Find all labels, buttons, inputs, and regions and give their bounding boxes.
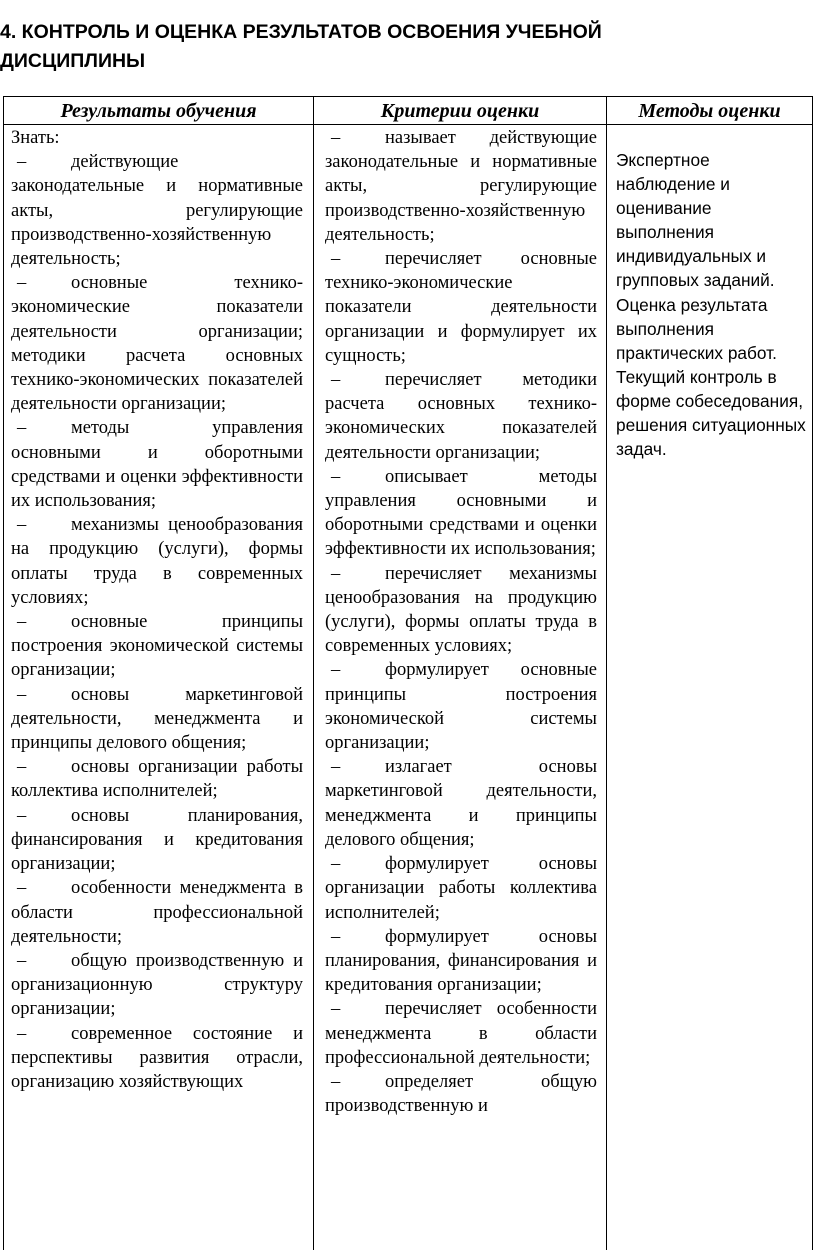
results-list-item-text: основы маркетинговой деятельности, менеджмента и принципы делового общения; [11, 684, 303, 754]
criteria-list-item-text: формулирует основы организации работы коллектива исполнителей; [325, 854, 597, 923]
methods-cell [616, 148, 812, 461]
list-dash: – [331, 854, 341, 875]
results-list-item-text: основы организации работы коллектива исполнителей; [11, 757, 303, 802]
section-heading-line-1: 4. КОНТРОЛЬ И ОЦЕНКА РЕЗУЛЬТАТОВ ОСВОЕНИЯ УЧЕБНОЙ [0, 21, 602, 43]
results-list-item [11, 683, 303, 756]
results-list [11, 150, 303, 1094]
criteria-list-item-text: перечисляет механизмы ценообразования на продукцию (услуги), формы оплаты труда в современных условиях; [325, 563, 597, 657]
results-list-item-text: основы планирования, финансирования и кредитования организации; [11, 805, 303, 875]
methods-text: Экспертное наблюдение и оценивание выполнения индивидуальных и групповых заданий. Оценка результата выполнения практических работ. Текущий контроль в форме собеседования, решения ситуационных задач. [616, 150, 806, 460]
results-list-item-text: основные технико-экономические показатели деятельности организации; методики расчета основных технико-экономических показателей деятельности организации; [11, 273, 303, 415]
section-heading [0, 18, 800, 76]
criteria-list-item [325, 247, 597, 368]
list-dash: – [17, 805, 27, 826]
section-heading-line-2: ДИСЦИПЛИНЫ [0, 50, 146, 72]
table-border-left [3, 96, 4, 1250]
criteria-list-item-text: определяет общую производственную и [325, 1071, 597, 1117]
list-dash: – [331, 660, 341, 681]
criteria-list-item [325, 852, 597, 925]
results-list-item [11, 150, 303, 271]
list-dash: – [331, 249, 341, 270]
list-dash: – [17, 515, 27, 536]
table-border-right [812, 96, 813, 1250]
results-list-item [11, 513, 303, 610]
criteria-list-item [325, 1070, 597, 1118]
results-list-item [11, 271, 303, 416]
results-list-item [11, 949, 303, 1022]
criteria-list-item [325, 925, 597, 998]
header-criteria: Критерии оценки [380, 100, 540, 122]
header-methods: Методы оценки [638, 100, 781, 122]
criteria-list-item [325, 562, 597, 659]
results-list-item-text: особенности менеджмента в области профессиональной деятельности; [11, 878, 303, 947]
results-list-item-text: методы управления основными и оборотными средствами и оценки эффективности их использования; [11, 418, 303, 512]
list-dash: – [331, 1071, 341, 1092]
results-list-item-text: общую производственную и организационную структуру организации; [11, 950, 303, 1020]
results-list-item-text: действующие законодательные и нормативные акты, регулирующие производственно-хозяйственную деятельность; [11, 152, 303, 270]
criteria-list-item-text: излагает основы маркетинговой деятельности, менеджмента и принципы делового общения; [325, 757, 597, 850]
criteria-list-item [325, 658, 597, 755]
criteria-list-item-text: перечисляет особенности менеджмента в области профессиональной деятельности; [325, 999, 597, 1068]
results-list-item-text: современное состояние и перспективы развития отрасли, организацию хозяйствующих [11, 1023, 303, 1092]
criteria-list-item [325, 755, 597, 852]
list-dash: – [331, 370, 341, 391]
results-list-item [11, 755, 303, 803]
list-dash: – [331, 999, 341, 1020]
criteria-list [325, 126, 597, 1118]
list-dash: – [17, 152, 27, 173]
criteria-cell [325, 126, 597, 1118]
list-dash: – [17, 950, 27, 971]
results-list-item [11, 416, 303, 513]
list-dash: – [331, 466, 341, 487]
results-cell [11, 126, 303, 1094]
table-column-divider-1 [313, 96, 314, 1250]
list-dash: – [17, 1023, 27, 1044]
criteria-list-item-text: формулирует основные принципы построения экономической системы организации; [325, 660, 597, 754]
criteria-list-item [325, 997, 597, 1070]
list-dash: – [331, 128, 341, 148]
results-list-item-text: основные принципы построения экономической системы организации; [11, 612, 303, 681]
list-dash: – [17, 418, 27, 439]
list-dash: – [17, 684, 27, 705]
criteria-list-item [325, 126, 597, 247]
results-list-item [11, 804, 303, 877]
criteria-list-item-text: формулирует основы планирования, финансирования и кредитования организации; [325, 926, 597, 996]
results-intro: Знать: [11, 128, 60, 148]
results-list-item [11, 1022, 303, 1095]
list-dash: – [331, 926, 341, 947]
criteria-list-item [325, 465, 597, 562]
list-dash: – [17, 273, 27, 294]
list-dash: – [17, 878, 27, 899]
list-dash: – [331, 563, 341, 584]
criteria-list-item [325, 368, 597, 465]
criteria-list-item-text: перечисляет методики расчета основных технико-экономических показателей деятельности организации; [325, 370, 597, 463]
list-dash: – [17, 612, 27, 633]
list-dash: – [331, 757, 341, 778]
criteria-list-item-text: описывает методы управления основными и оборотными средствами и оценки эффективности их использования; [325, 466, 597, 560]
results-list-item-text: механизмы ценообразования на продукцию (услуги), формы оплаты труда в современных условиях; [11, 515, 303, 608]
results-list-item [11, 876, 303, 949]
header-results: Результаты обучения [60, 100, 257, 122]
criteria-list-item-text: перечисляет основные технико-экономические показатели деятельности организации и формулирует их сущность; [325, 249, 597, 366]
results-list-item [11, 610, 303, 683]
list-dash: – [17, 757, 27, 778]
criteria-list-item-text: называет действующие законодательные и нормативные акты, регулирующие производственно-хозяйственную деятельность; [325, 128, 597, 245]
table-column-divider-2 [606, 96, 607, 1250]
